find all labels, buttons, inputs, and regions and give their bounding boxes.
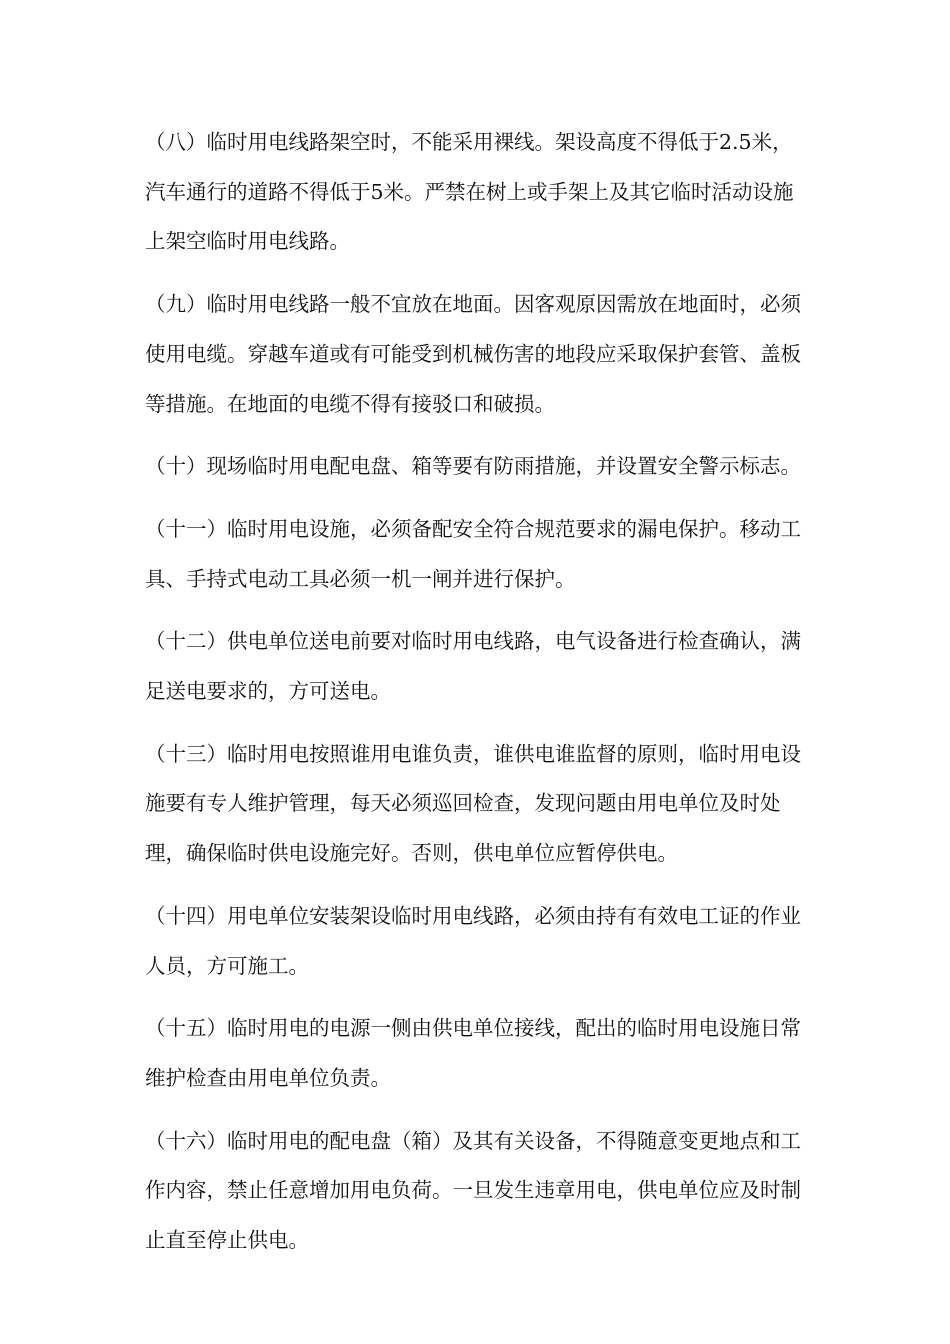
paragraph-10: （十）现场临时用电配电盘、箱等要有防雨措施，并设置安全警示标志。 bbox=[145, 454, 801, 479]
paragraph-15: （十五）临时用电的电源一侧由供电单位接线，配出的临时用电设施日常维护检查由用电单位负责。 bbox=[145, 1016, 801, 1090]
paragraph-13: （十三）临时用电按照谁用电谁负责，谁供电谁监督的原则，临时用电设施要有专人维护管理，每天必须巡回检查，发现问题由用电单位及时处理，确保临时供电设施完好。否则，供电单位应暂停供电。 bbox=[145, 741, 801, 866]
paragraph-8: （八）临时用电线路架空时，不能采用裸线。架设高度不得低于2.5米，汽车通行的道路不得低于5米。严禁在树上或手架上及其它临时活动设施上架空临时用电线路。 bbox=[145, 130, 794, 254]
document-page bbox=[145, 118, 807, 1279]
paragraph-11: （十一）临时用电设施，必须备配安全符合规范要求的漏电保护。移动工具、手持式电动工具必须一机一闸并进行保护。 bbox=[145, 516, 801, 591]
paragraph-14: （十四）用电单位安装架设临时用电线路，必须由持有有效电工证的作业人员，方可施工。 bbox=[145, 903, 801, 978]
paragraph-16: （十六）临时用电的配电盘（箱）及其有关设备，不得随意变更地点和工作内容，禁止任意增加用电负荷。一旦发生违章用电，供电单位应及时制止直至停止供电。 bbox=[145, 1128, 801, 1253]
paragraph-12: （十二）供电单位送电前要对临时用电线路，电气设备进行检查确认，满足送电要求的，方可送电。 bbox=[145, 629, 801, 704]
paragraph-9: （九）临时用电线路一般不宜放在地面。因客观原因需放在地面时，必须使用电缆。穿越车道或有可能受到机械伤害的地段应采取保护套管、盖板等措施。在地面的电缆不得有接驳口和破损。 bbox=[145, 292, 801, 416]
